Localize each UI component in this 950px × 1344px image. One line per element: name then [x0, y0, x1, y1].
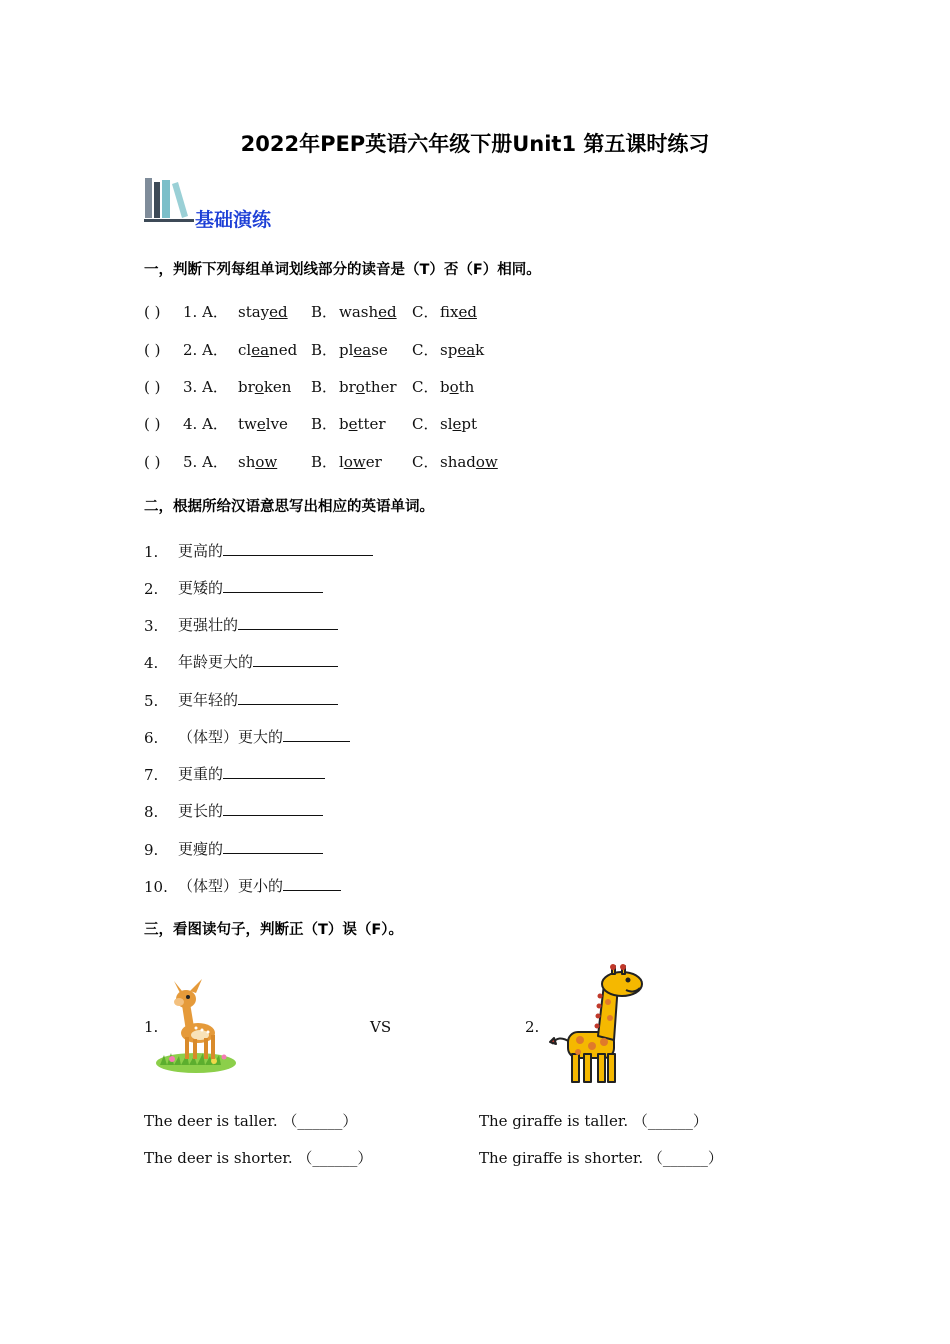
deer-image: [152, 975, 238, 1075]
answer-paren: ( ): [144, 303, 161, 321]
question-number: 4. A．: [183, 415, 228, 433]
option-b-word: better: [339, 415, 386, 433]
chinese-meaning: 更矮的: [178, 579, 224, 597]
item-number: 1.: [144, 543, 159, 561]
item-number: 3.: [144, 617, 159, 635]
item-number: 7.: [144, 766, 159, 784]
chinese-meaning: 更强壮的: [178, 616, 239, 634]
option-c-word: shadow: [440, 453, 498, 471]
vocab-item: [178, 875, 341, 896]
chinese-meaning: （体型）更大的: [178, 728, 284, 746]
option-c-label: C．: [412, 453, 439, 471]
chinese-meaning: 更重的: [178, 765, 224, 783]
deer-shorter-sentence: The deer is shorter. （______）: [144, 1149, 373, 1167]
vocab-item: [178, 838, 323, 859]
option-a-word: cleaned: [238, 341, 298, 359]
books-icon: [144, 176, 196, 226]
chinese-meaning: 更长的: [178, 802, 224, 820]
item-number: 9.: [144, 841, 159, 859]
chinese-meaning: 更高的: [178, 542, 224, 560]
deer-taller-sentence: The deer is taller. （______）: [144, 1112, 358, 1130]
section-label: 基础演练: [195, 209, 272, 231]
answer-paren: ( ): [144, 378, 161, 396]
answer-paren: ( ): [144, 453, 161, 471]
page-title: 2022年PEP英语六年级下册Unit1 第五课时练习: [240, 132, 710, 156]
option-b-word: please: [339, 341, 388, 359]
question-number: 5. A．: [183, 453, 228, 471]
option-a-word: broken: [238, 378, 292, 396]
option-b-label: B．: [311, 303, 338, 321]
option-c-word: fixed: [440, 303, 477, 321]
vocab-item: [178, 689, 338, 710]
answer-blank[interactable]: [238, 689, 338, 705]
answer-blank[interactable]: [223, 838, 323, 854]
option-c-label: C．: [412, 378, 439, 396]
part3-heading: 三，看图读句子，判断正（T）误（F）。: [144, 922, 404, 938]
giraffe-image: [548, 962, 648, 1088]
option-b-label: B．: [311, 378, 338, 396]
vocab-item: [178, 763, 325, 784]
chinese-meaning: 更瘦的: [178, 840, 224, 858]
answer-blank[interactable]: [283, 726, 350, 742]
question-number: 1. A．: [183, 303, 228, 321]
option-b-word: washed: [339, 303, 397, 321]
item-number: 2.: [144, 580, 159, 598]
item-number: 5.: [144, 692, 159, 710]
giraffe-shorter-sentence: The giraffe is shorter. （______）: [479, 1149, 723, 1167]
picture-1-number: 1.: [144, 1018, 159, 1036]
item-number: 8.: [144, 803, 159, 821]
question-number: 3. A．: [183, 378, 228, 396]
item-number: 6.: [144, 729, 159, 747]
option-b-word: lower: [339, 453, 382, 471]
vocab-item: [178, 726, 350, 747]
answer-blank[interactable]: [223, 800, 323, 816]
option-a-word: show: [238, 453, 278, 471]
vocab-item: [178, 800, 323, 821]
answer-blank[interactable]: [238, 614, 338, 630]
answer-blank[interactable]: [223, 577, 323, 593]
versus-label: VS: [370, 1018, 392, 1036]
option-c-word: speak: [440, 341, 485, 359]
giraffe-taller-sentence: The giraffe is taller. （______）: [479, 1112, 708, 1130]
part1-heading: 一，判断下列每组单词划线部分的读音是（T）否（F）相同。: [144, 262, 541, 278]
answer-blank[interactable]: [283, 875, 341, 891]
option-b-word: brother: [339, 378, 397, 396]
option-a-word: twelve: [238, 415, 288, 433]
option-c-label: C．: [412, 341, 439, 359]
option-c-label: C．: [412, 303, 439, 321]
answer-blank[interactable]: [223, 540, 373, 556]
answer-blank[interactable]: [253, 651, 338, 667]
question-number: 2. A．: [183, 341, 228, 359]
chinese-meaning: （体型）更小的: [178, 877, 284, 895]
vocab-item: [178, 540, 373, 561]
vocab-item: [178, 614, 338, 635]
option-b-label: B．: [311, 341, 338, 359]
chinese-meaning: 年龄更大的: [178, 653, 254, 671]
option-b-label: B．: [311, 415, 338, 433]
option-a-word: stayed: [238, 303, 288, 321]
vocab-item: [178, 577, 323, 598]
part2-heading: 二，根据所给汉语意思写出相应的英语单词。: [144, 499, 434, 515]
option-c-word: slept: [440, 415, 478, 433]
item-number: 4.: [144, 654, 159, 672]
chinese-meaning: 更年轻的: [178, 691, 239, 709]
option-c-label: C．: [412, 415, 439, 433]
item-number: 10.: [144, 878, 168, 896]
picture-2-number: 2.: [525, 1018, 540, 1036]
answer-blank[interactable]: [223, 763, 325, 779]
vocab-item: [178, 651, 338, 672]
answer-paren: ( ): [144, 415, 161, 433]
option-c-word: both: [440, 378, 475, 396]
answer-paren: ( ): [144, 341, 161, 359]
option-b-label: B．: [311, 453, 338, 471]
